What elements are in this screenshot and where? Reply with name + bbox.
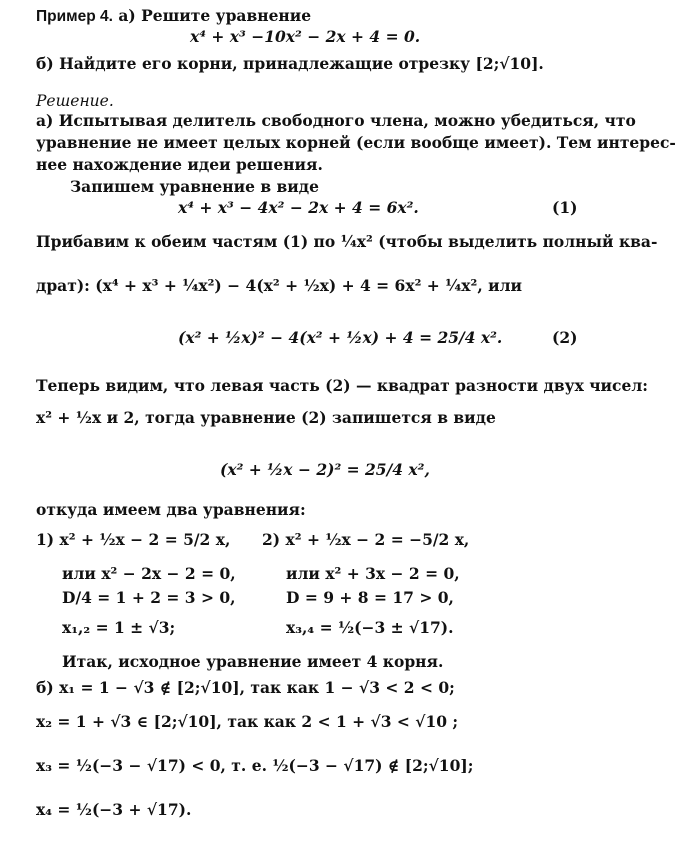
example-title: Пример 4. xyxy=(36,8,113,25)
paragraph-line: Теперь видим, что левая часть (2) — квадрат разности двух чисел: xyxy=(36,376,648,395)
part-b-text: б) Найдите его корни, принадлежащие отрезку [2;√10]. xyxy=(36,54,544,73)
main-equation: x⁴ + x³ −10x² − 2x + 4 = 0. xyxy=(190,27,421,46)
case-2-line: 2) x² + ½x − 2 = −5/2 x, xyxy=(262,530,470,549)
case-1-line: 1) x² + ½x − 2 = 5/2 x, xyxy=(36,530,231,549)
case-1-line: или x² − 2x − 2 = 0, xyxy=(62,564,236,583)
paragraph-line: Прибавим к обеим частям (1) по ¼x² (чтобы выделить полный ква- xyxy=(36,232,658,251)
case-2-line: или x² + 3x − 2 = 0, xyxy=(286,564,460,583)
paragraph-line: уравнение не имеет целых корней (если вообще имеет). Тем интерес- xyxy=(36,133,676,152)
paragraph-line: откуда имеем два уравнения: xyxy=(36,500,306,519)
equation-number: (1) xyxy=(552,198,578,217)
paragraph-line: драт): (x⁴ + x³ + ¼x²) − 4(x² + ½x) + 4 = 6x² + ¼x², или xyxy=(36,276,523,295)
example-heading xyxy=(36,6,311,27)
answer-line: x₂ = 1 + √3 ∈ [2;√10], так как 2 < 1 + √3 < √10 ; xyxy=(36,712,459,731)
case-2-line: D = 9 + 8 = 17 > 0, xyxy=(286,588,454,607)
solution-label: Решение. xyxy=(36,92,114,110)
equation-3: (x² + ½x − 2)² = 25/4 x², xyxy=(220,460,430,479)
case-2-line: x₃,₄ = ½(−3 ± √17). xyxy=(286,618,454,637)
equation-number: (2) xyxy=(552,328,578,347)
paragraph-line: x² + ½x и 2, тогда уравнение (2) запишется в виде xyxy=(36,408,496,427)
equation-2: (x² + ½x)² − 4(x² + ½x) + 4 = 25/4 x². xyxy=(178,328,503,347)
answer-line: x₄ = ½(−3 + √17). xyxy=(36,800,192,819)
paragraph-line: нее нахождение идеи решения. xyxy=(36,155,323,174)
answer-line: x₃ = ½(−3 − √17) < 0, т. е. ½(−3 − √17) ∉ [2;√10]; xyxy=(36,756,474,775)
case-1-line: x₁,₂ = 1 ± √3; xyxy=(62,618,176,637)
case-1-line: D/4 = 1 + 2 = 3 > 0, xyxy=(62,588,236,607)
part-a-text: а) Решите уравнение xyxy=(118,6,312,25)
conclusion-line: Итак, исходное уравнение имеет 4 корня. xyxy=(62,652,444,671)
equation-1: x⁴ + x³ − 4x² − 2x + 4 = 6x². xyxy=(178,198,419,217)
answer-line: б) x₁ = 1 − √3 ∉ [2;√10], так как 1 − √3 < 2 < 0; xyxy=(36,678,455,697)
paragraph-line: Запишем уравнение в виде xyxy=(70,177,319,196)
paragraph-line: а) Испытывая делитель свободного члена, можно убедиться, что xyxy=(36,111,636,130)
